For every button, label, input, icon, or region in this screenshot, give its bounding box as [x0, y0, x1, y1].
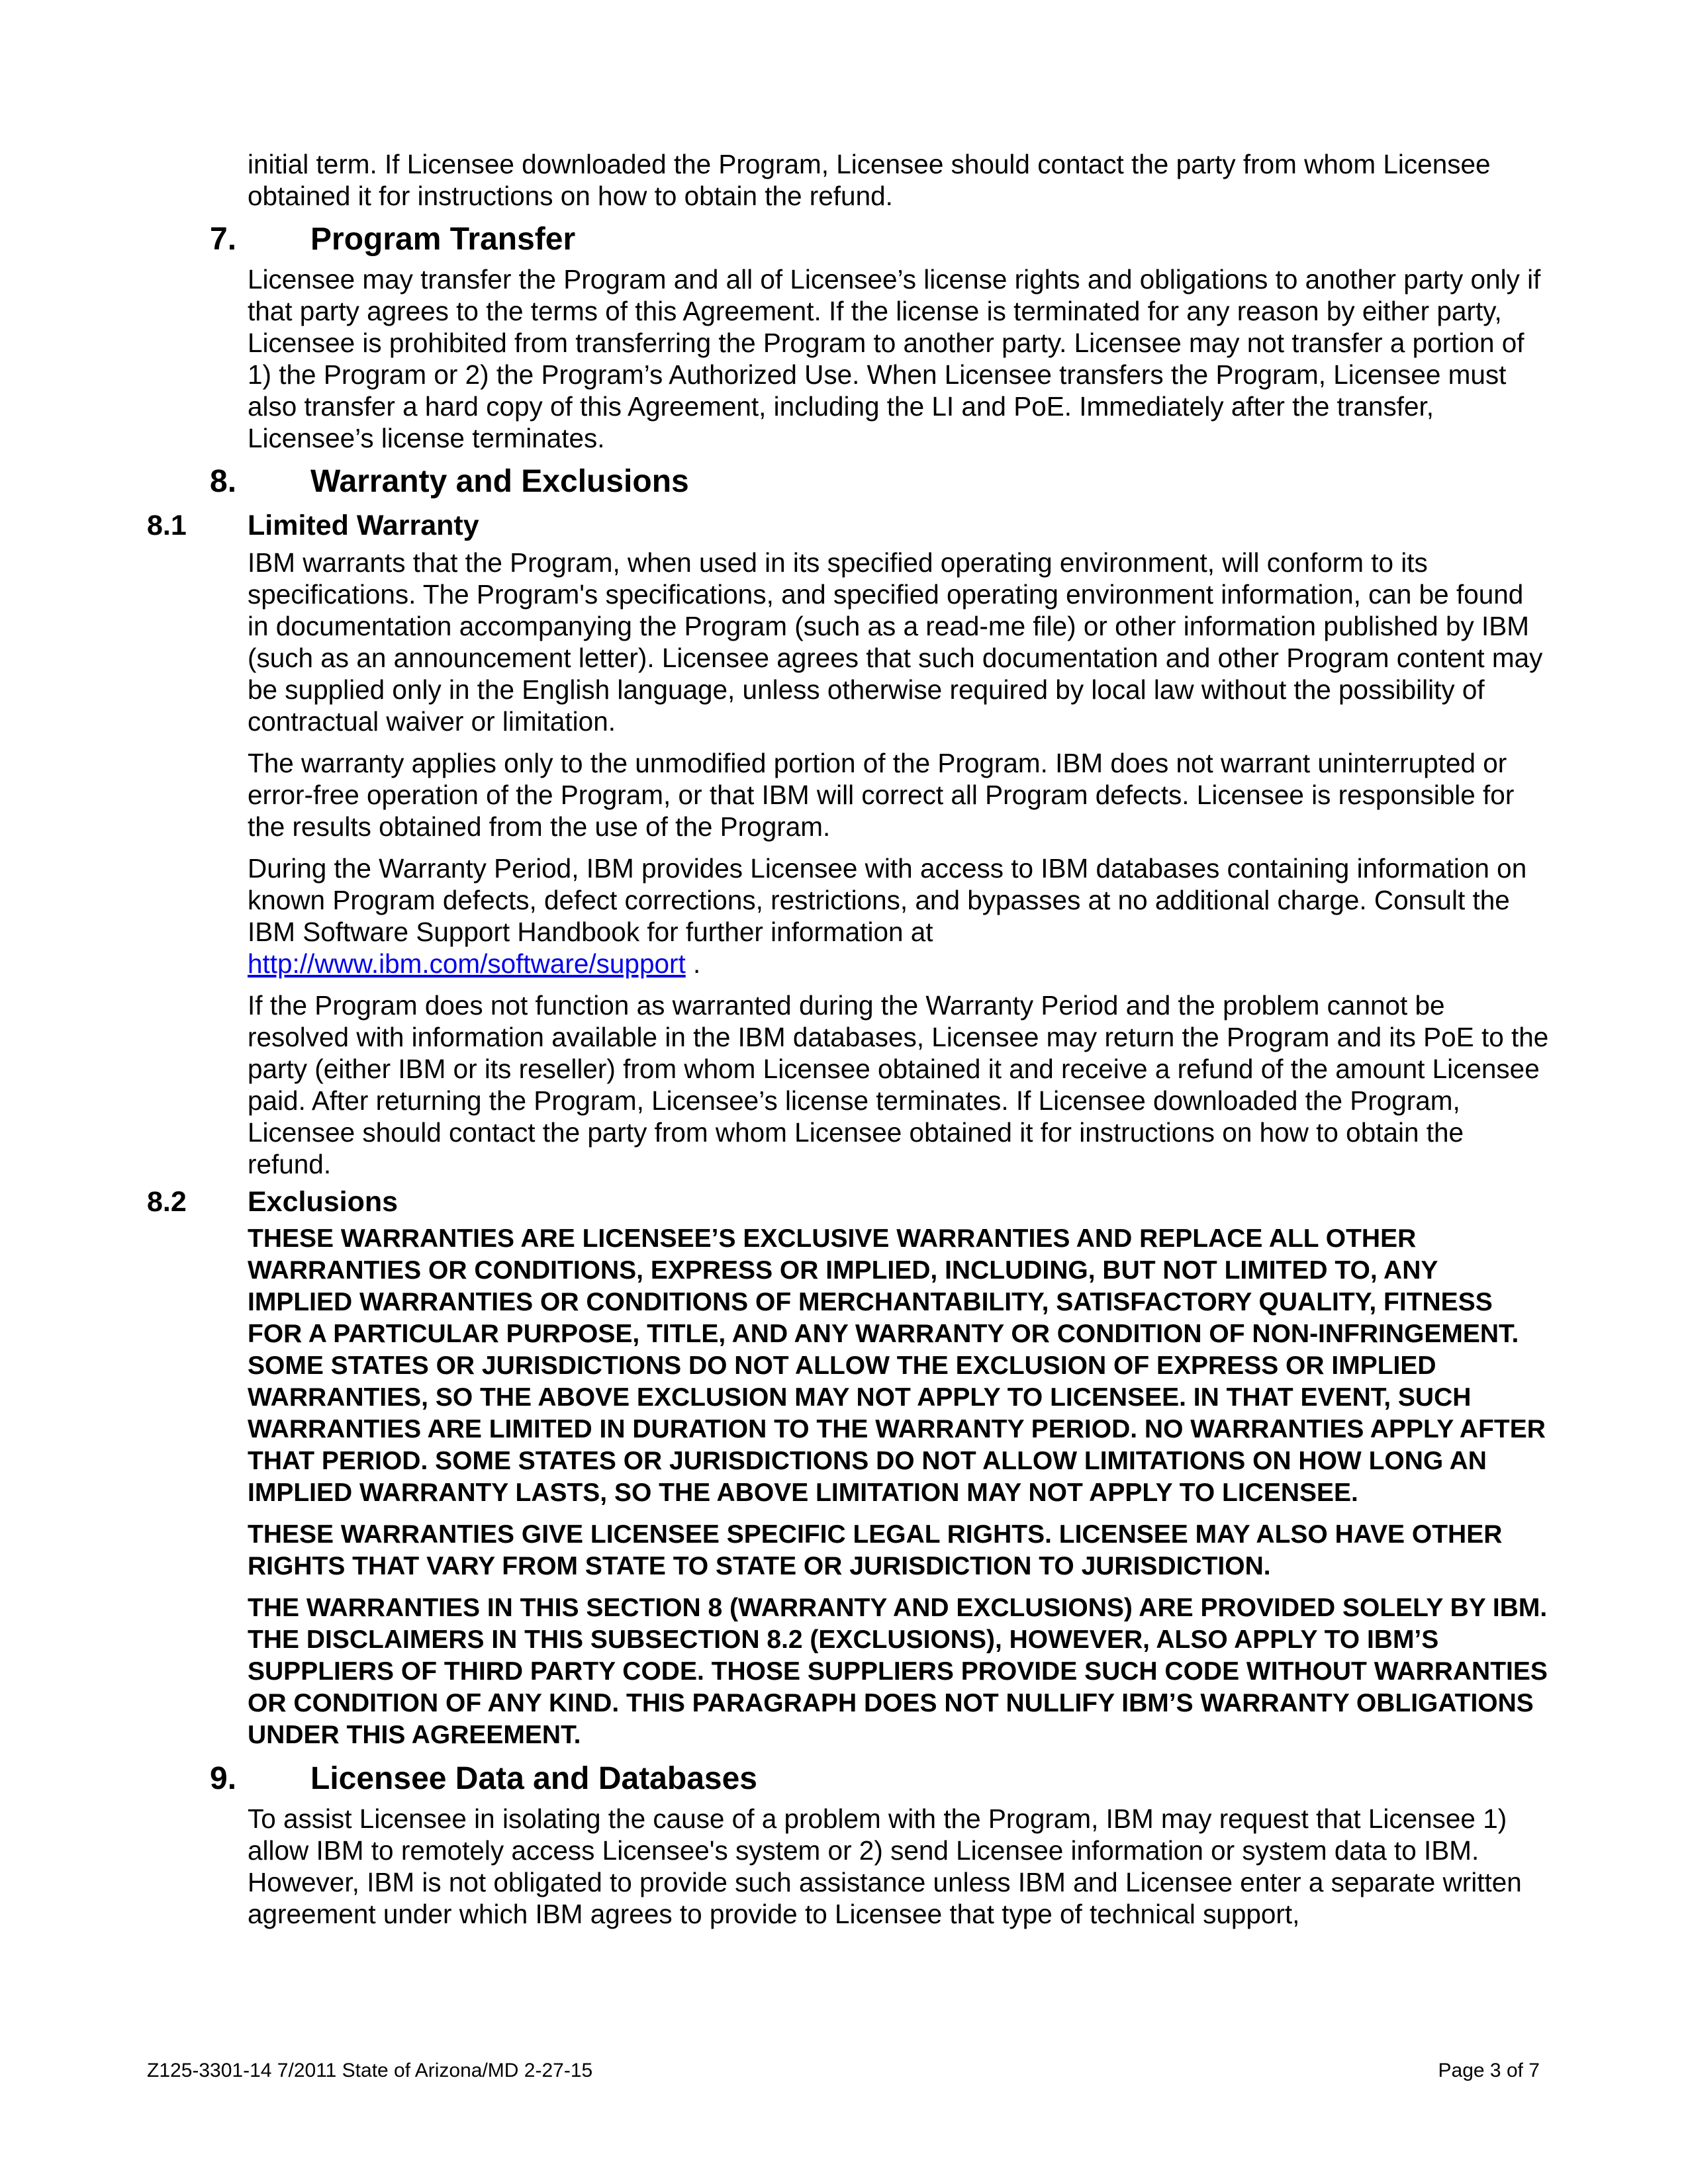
section-9-number: 9.	[210, 1761, 237, 1796]
limited-warranty-paragraph-1: IBM warrants that the Program, when used in its specified operating environment, will conform to its specifications. The Program's specifications, and specified operating environment information, can be found in documentation accompanying the Program (such as a read-me file) or other information published by IBM (such as an announcement letter). Licensee agrees that such documentation and other Program content may be supplied only in the English language, unless otherwise required by local law without the possibility of contractual waiver or limitation.	[248, 547, 1543, 737]
section-8-title: Warranty and Exclusions	[310, 464, 689, 499]
section-7-title: Program Transfer	[310, 222, 576, 257]
section-7-number: 7.	[210, 222, 237, 257]
section-9-heading	[210, 1757, 1549, 1801]
limited-warranty-paragraph-4: If the Program does not function as warranted during the Warranty Period and the problem cannot be resolved with information available in the IBM databases, Licensee may return the Program and its PoE to the party (either IBM or its reseller) from whom Licensee obtained it and receive a refund of the amount Licensee paid. After returning the Program, Licensee’s license terminates. If Licensee downloaded the Program, Licensee should contact the party from whom Licensee obtained it for instructions on how to obtain the refund.	[248, 990, 1549, 1179]
section-8-1-title: Limited Warranty	[248, 510, 479, 541]
limited-warranty-paragraph-3-text: During the Warranty Period, IBM provides Licensee with access to IBM databases containing information on known Program defects, defect corrections, restrictions, and bypasses at no additional charge. Consult the IBM Software Support Handbook for further information at	[248, 853, 1527, 947]
page-content	[147, 148, 1549, 1930]
exclusions-paragraph-2: THESE WARRANTIES GIVE LICENSEE SPECIFIC LEGAL RIGHTS. LICENSEE MAY ALSO HAVE OTHER RIGHTS THAT VARY FROM STATE TO STATE OR JURISDICTION TO JURISDICTION.	[248, 1520, 1503, 1580]
section-8-1-number: 8.1	[147, 510, 187, 541]
intro-paragraph: initial term. If Licensee downloaded the Program, Licensee should contact the party from whom Licensee obtained it for instructions on how to obtain the refund.	[248, 149, 1491, 211]
section-7-body: Licensee may transfer the Program and all of Licensee’s license rights and obligations to another party only if that party agrees to the terms of this Agreement. If the license is terminated for any reason by either party, Licensee is prohibited from transferring the Program to another party. Licensee may not transfer a portion of 1) the Program or 2) the Program’s Authorized Use. When Licensee transfers the Program, Licensee must also transfer a hard copy of this Agreement, including the LI and PoE. Immediately after the transfer, Licensee’s license terminates.	[248, 264, 1541, 453]
exclusions-paragraph-1: THESE WARRANTIES ARE LICENSEE’S EXCLUSIVE WARRANTIES AND REPLACE ALL OTHER WARRANTIES OR CONDITIONS, EXPRESS OR IMPLIED, INCLUDING, BUT NOT LIMITED TO, ANY IMPLIED WARRANTIES OR CONDITIONS OF MERCHANTABILITY, SATISFACTORY QUALITY, FITNESS FOR A PARTICULAR PURPOSE, TITLE, AND ANY WARRANTY OR CONDITION OF NON-INFRINGEMENT. SOME STATES OR JURISDICTIONS DO NOT ALLOW THE EXCLUSION OF EXPRESS OR IMPLIED WARRANTIES, SO THE ABOVE EXCLUSION MAY NOT APPLY TO LICENSEE. IN THAT EVENT, SUCH WARRANTIES ARE LIMITED IN DURATION TO THE WARRANTY PERIOD. NO WARRANTIES APPLY AFTER THAT PERIOD. SOME STATES OR JURISDICTIONS DO NOT ALLOW LIMITATIONS ON HOW LONG AN IMPLIED WARRANTY LASTS, SO THE ABOVE LIMITATION MAY NOT APPLY TO LICENSEE.	[248, 1224, 1546, 1507]
section-8-2-number: 8.2	[147, 1186, 187, 1218]
section-9-title: Licensee Data and Databases	[310, 1761, 757, 1796]
exclusions-paragraph-3: THE WARRANTIES IN THIS SECTION 8 (WARRANTY AND EXCLUSIONS) ARE PROVIDED SOLELY BY IBM. THE DISCLAIMERS IN THIS SUBSECTION 8.2 (EXCLUSIONS), HOWEVER, ALSO APPLY TO IBM’S SUPPLIERS OF THIRD PARTY CODE. THOSE SUPPLIERS PROVIDE SUCH CODE WITHOUT WARRANTIES OR CONDITION OF ANY KIND. THIS PARAGRAPH DOES NOT NULLIFY IBM’S WARRANTY OBLIGATIONS UNDER THIS AGREEMENT.	[248, 1594, 1548, 1749]
section-9-body: To assist Licensee in isolating the cause of a problem with the Program, IBM may request that Licensee 1) allow IBM to remotely access Licensee's system or 2) send Licensee information or system data to IBM. However, IBM is not obligated to provide such assistance unless IBM and Licensee enter a separate written agreement under which IBM agrees to provide to Licensee that type of technical support,	[248, 1803, 1522, 1929]
section-7-heading	[210, 218, 1549, 261]
footer-document-id: Z125-3301-14 7/2011 State of Arizona/MD 2-27-15	[147, 2060, 593, 2081]
section-8-2-heading	[147, 1183, 1549, 1221]
section-8-1-heading	[147, 506, 1549, 545]
section-8-number: 8.	[210, 464, 237, 499]
link-trailing-period: .	[685, 948, 701, 979]
footer-page-number: Page 3 of 7	[1438, 2060, 1540, 2081]
limited-warranty-paragraph-2: The warranty applies only to the unmodified portion of the Program. IBM does not warrant uninterrupted or error-free operation of the Program, or that IBM will correct all Program defects. Licensee is responsible for the results obtained from the use of the Program.	[248, 748, 1515, 842]
ibm-support-link[interactable]: http://www.ibm.com/software/support	[248, 948, 686, 979]
section-8-heading	[210, 460, 1549, 504]
limited-warranty-paragraph-3	[248, 852, 1549, 979]
section-8-2-title: Exclusions	[248, 1186, 399, 1218]
